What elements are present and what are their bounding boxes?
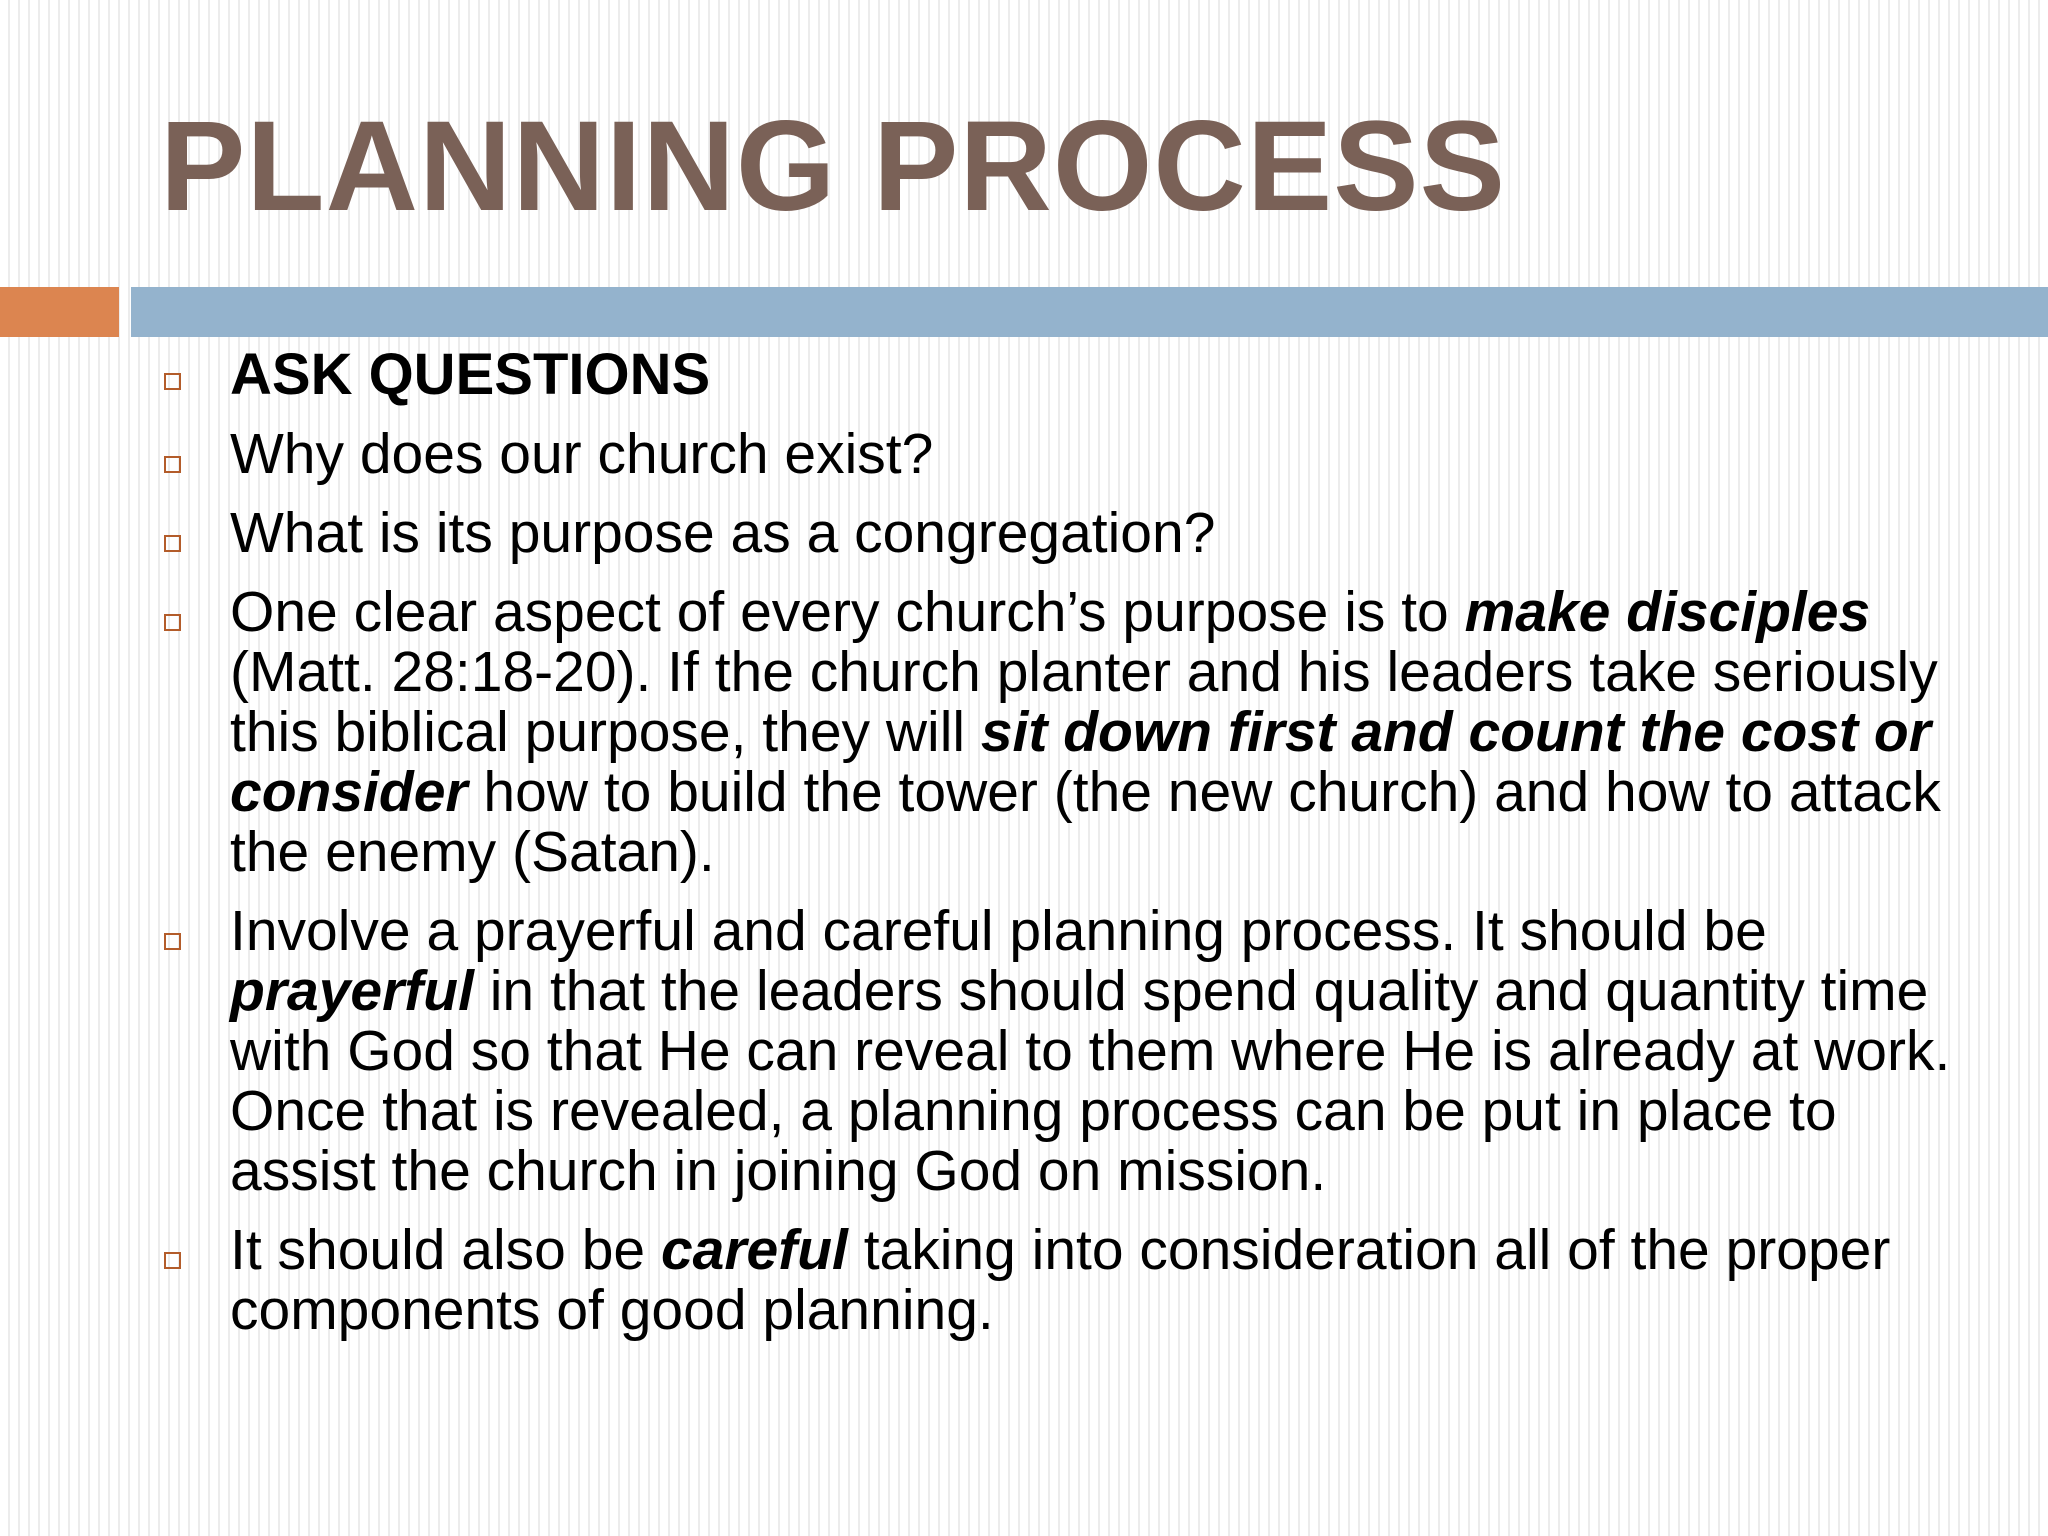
bullet-text-part: (Matt. 28:18-20). If the church planter and his leaders take seriously this biblical purpose, they will bbox=[230, 640, 1938, 764]
square-bullet-icon bbox=[164, 373, 181, 390]
bullet-list bbox=[160, 340, 1960, 1359]
bullet-text-part: how to build the tower (the new church) and how to attack the enemy (Satan). bbox=[230, 760, 1941, 884]
bullet-text: What is its purpose as a congregation? bbox=[230, 501, 1216, 565]
accent-bar-right bbox=[131, 287, 2048, 337]
bullet-text-part: Involve a prayerful and careful planning process. It should be bbox=[230, 899, 1767, 963]
bullet-text-part: taking into consideration all of the proper components of good planning. bbox=[230, 1218, 1891, 1342]
square-bullet-icon bbox=[164, 933, 181, 950]
bullet-item-why-exist bbox=[160, 424, 1960, 484]
accent-bar-left bbox=[0, 287, 119, 337]
emphasis-make-disciples: make disciples bbox=[1464, 580, 1871, 644]
emphasis-sit-down: sit down first and count the cost or consider bbox=[230, 700, 1931, 824]
bullet-text-part: in that the leaders should spend quality and quantity time with God so that He can reveal to them where He is already at work. Once that is revealed, a planning process can be put in place to assist the church in joining God on mission. bbox=[230, 959, 1951, 1203]
bullet-text-part: It should also be bbox=[230, 1218, 661, 1282]
emphasis-careful: careful bbox=[660, 1218, 848, 1282]
bullet-item-make-disciples bbox=[160, 582, 1960, 882]
emphasis-prayerful: prayerful bbox=[230, 959, 474, 1023]
bullet-item-ask-questions bbox=[160, 340, 1960, 410]
square-bullet-icon bbox=[164, 1252, 181, 1269]
bullet-item-careful bbox=[160, 1220, 1960, 1340]
slide-title: PLANNING PROCESS bbox=[160, 95, 1506, 238]
bullet-text-part: One clear aspect of every church’s purpose is to bbox=[230, 580, 1465, 644]
bullet-text: Why does our church exist? bbox=[230, 422, 934, 486]
square-bullet-icon bbox=[164, 614, 181, 631]
bullet-item-purpose bbox=[160, 503, 1960, 563]
square-bullet-icon bbox=[164, 535, 181, 552]
bullet-item-prayerful bbox=[160, 901, 1960, 1201]
bullet-heading: ASK QUESTIONS bbox=[230, 342, 711, 407]
square-bullet-icon bbox=[164, 456, 181, 473]
